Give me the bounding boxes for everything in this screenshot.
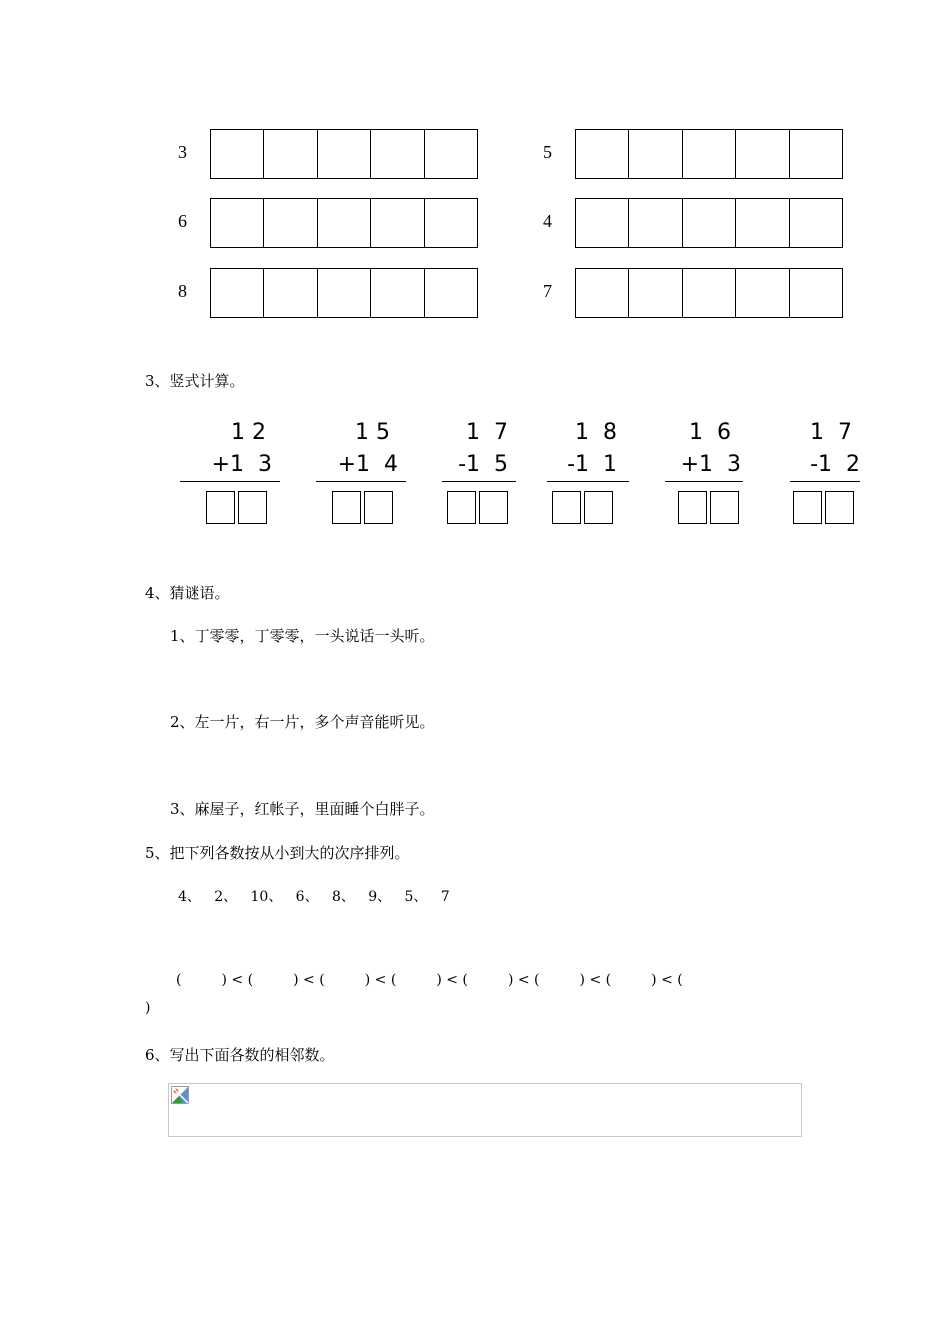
calc-line xyxy=(316,481,406,482)
broken-image-icon xyxy=(171,1086,189,1104)
calc-bottom-number: -1 1 xyxy=(567,452,617,477)
calc-top-number: 1 7 xyxy=(810,420,852,445)
answer-boxes[interactable] xyxy=(793,491,854,524)
calc-top-number: 1 5 xyxy=(355,420,390,445)
calc-line xyxy=(180,481,280,482)
answer-brackets-end: ) xyxy=(145,1000,151,1016)
calc-bottom-number: -1 2 xyxy=(810,452,860,477)
calc-line xyxy=(665,481,743,482)
question-4-title: 4、猜谜语。 xyxy=(145,584,230,602)
question-3-title: 3、竖式计算。 xyxy=(145,372,245,390)
riddle-item: 2、左一片，右一片，多个声音能听见。 xyxy=(170,713,435,731)
calc-bottom-number: +1 4 xyxy=(337,452,398,477)
grid-row-boxes[interactable] xyxy=(210,198,478,248)
calc-bottom-number: -1 5 xyxy=(458,452,508,477)
vertical-calculation xyxy=(442,418,516,528)
riddle-item: 3、麻屋子，红帐子，里面睡个白胖子。 xyxy=(170,800,435,818)
grid-row-boxes[interactable] xyxy=(210,268,478,318)
grid-row-boxes[interactable] xyxy=(575,268,843,318)
calc-top-number: 1 7 xyxy=(466,420,508,445)
answer-boxes[interactable] xyxy=(206,491,267,524)
answer-boxes[interactable] xyxy=(447,491,508,524)
calc-line xyxy=(547,481,629,482)
numbers-to-sort: 4、 2、 10、 6、 8、 9、 5、 7 xyxy=(178,889,450,905)
vertical-calculation xyxy=(180,418,280,528)
answer-boxes[interactable] xyxy=(332,491,393,524)
grid-row-label: 8 xyxy=(178,281,187,301)
question-5-title: 5、把下列各数按从小到大的次序排列。 xyxy=(145,844,410,862)
calc-line xyxy=(790,481,860,482)
vertical-calculation xyxy=(547,418,629,528)
question-6-title: 6、写出下面各数的相邻数。 xyxy=(145,1046,335,1064)
calc-bottom-number: +1 3 xyxy=(211,452,272,477)
vertical-calculation xyxy=(665,418,743,528)
grid-row-label: 3 xyxy=(178,142,187,162)
calc-top-number: 1 2 xyxy=(231,420,266,445)
calc-line xyxy=(442,481,516,482)
answer-boxes[interactable] xyxy=(678,491,739,524)
grid-row-boxes[interactable] xyxy=(575,198,843,248)
riddle-item: 1、丁零零，丁零零，一头说话一头听。 xyxy=(170,627,435,645)
grid-row-boxes[interactable] xyxy=(575,129,843,179)
vertical-calculation xyxy=(790,418,860,528)
vertical-calculation xyxy=(316,418,406,528)
answer-boxes[interactable] xyxy=(552,491,613,524)
grid-row-label: 6 xyxy=(178,211,187,231)
image-placeholder xyxy=(168,1083,802,1137)
calc-bottom-number: +1 3 xyxy=(680,452,741,477)
calc-top-number: 1 8 xyxy=(575,420,617,445)
grid-row-label: 4 xyxy=(543,211,552,231)
grid-row-boxes[interactable] xyxy=(210,129,478,179)
calc-top-number: 1 6 xyxy=(689,420,731,445)
grid-row-label: 5 xyxy=(543,142,552,162)
answer-brackets[interactable]: ( ) < ( ) < ( ) < ( ) < ( ) < ( ) < ( ) < ( xyxy=(176,972,683,988)
grid-row-label: 7 xyxy=(543,281,552,301)
